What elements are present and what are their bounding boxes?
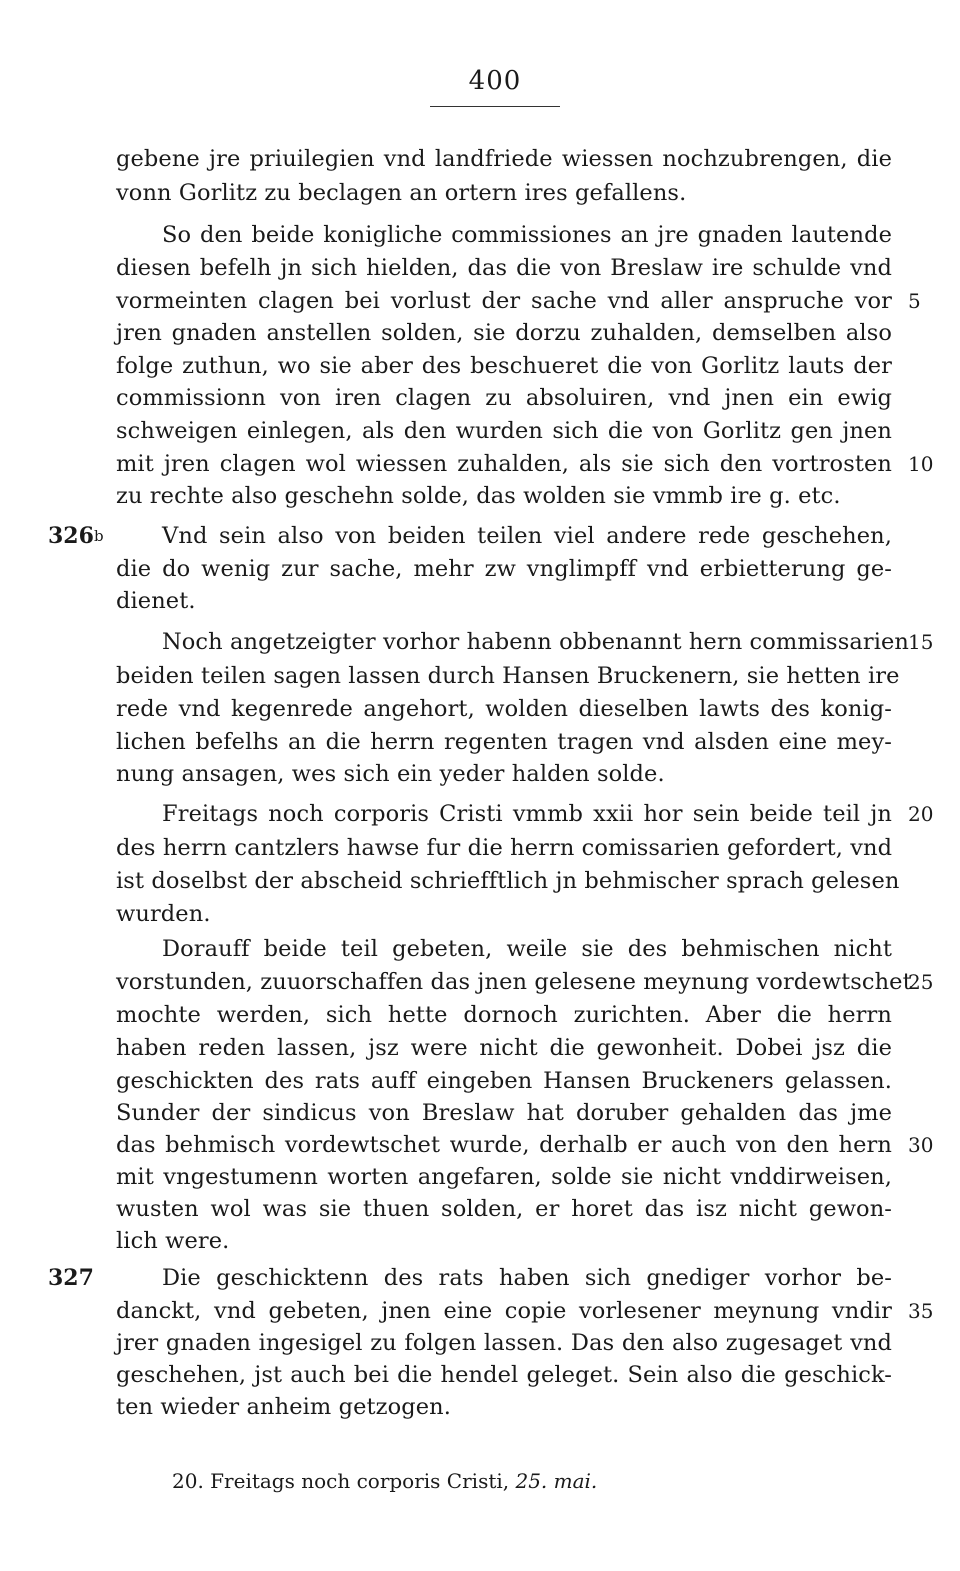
text-line: beiden teilen sagen lassen durch Hansen Bruckenern, sie hetten ire: [116, 663, 900, 689]
text-line: geschickten des rats auff eingeben Hansen Bruckeners gelassen.: [116, 1068, 892, 1094]
margin-folio-number: 326: [48, 523, 94, 549]
text-line: Noch angetzeigter vorhor habenn obbenannt hern commissarien: [162, 629, 910, 655]
text-line: vorstunden, zuuorschaffen das jnen gelesene meynung vordewtschet: [116, 969, 912, 995]
margin-folio-number: 327: [48, 1265, 94, 1291]
line-number: 25: [908, 970, 934, 994]
line-number: 20: [908, 802, 934, 826]
margin-folio-mark: [48, 519, 118, 553]
text-line: ist doselbst der abscheid schriefftlich jn behmischer sprach gelesen: [116, 868, 900, 894]
text-line: lich were.: [116, 1228, 230, 1254]
text-line: folge zuthun, wo sie aber des beschueret die von Gorlitz lauts der: [116, 353, 892, 379]
page-number-rule: [430, 106, 560, 107]
text-line: Dorauff beide teil gebeten, weile sie des behmischen nicht: [162, 936, 892, 962]
text-line: vormeinten clagen bei vorlust der sache vnd aller anspruche vor: [116, 288, 892, 314]
text-line: mit vngestumenn worten angefaren, solde sie nicht vnddirweisen,: [116, 1164, 892, 1190]
text-line: ten wieder anheim getzogen.: [116, 1394, 452, 1420]
line-number: 15: [908, 630, 934, 654]
text-line: gebene jre priuilegien vnd landfriede wiessen nochzubrengen, die: [116, 146, 892, 172]
text-line: Die geschicktenn des rats haben sich gnediger vorhor be-: [162, 1265, 892, 1291]
text-line: dienet.: [116, 588, 196, 614]
line-number: 35: [908, 1299, 934, 1323]
line-number: 30: [908, 1133, 934, 1157]
text-line: rede vnd kegenrede angehort, wolden dieselben lawts des konig-: [116, 696, 892, 722]
text-line: Vnd sein also von beiden teilen viel andere rede geschehen,: [162, 523, 892, 549]
text-line: danckt, vnd gebeten, jnen eine copie vorlesener meynung vndir: [116, 1298, 892, 1324]
text-line: mochte werden, sich hette dornoch zurichten. Aber die herrn: [116, 1002, 892, 1028]
text-line: diesen befelh jn sich hielden, das die von Breslaw ire schulde vnd: [116, 255, 892, 281]
text-line: des herrn cantzlers hawse fur die herrn comissarien gefordert, vnd: [116, 835, 893, 861]
footnote-date: 25. mai.: [515, 1469, 598, 1493]
text-line: So den beide konigliche commissiones an jre gnaden lautende: [162, 222, 892, 248]
text-line: nung ansagen, wes sich ein yeder halden solde.: [116, 761, 665, 787]
text-line: jren gnaden anstellen solden, sie dorzu zuhalden, demselben also: [116, 320, 892, 346]
text-line: das behmisch vordewtschet wurde, derhalb er auch von den hern: [116, 1132, 892, 1158]
line-number: 10: [908, 452, 934, 476]
footnote-text: 20. Freitags noch corporis Cristi,: [172, 1469, 516, 1493]
text-line: vonn Gorlitz zu beclagen an ortern ires gefallens.: [116, 180, 687, 206]
text-line: zu rechte also geschehn solde, das wolden sie vmmb ire g. etc.: [116, 483, 841, 509]
margin-folio-suffix: b: [93, 527, 104, 545]
text-line: jrer gnaden ingesigel zu folgen lassen. Das den also zugesaget vnd: [116, 1330, 892, 1356]
text-line: schweigen einlegen, als den wurden sich die von Gorlitz gen jnen: [116, 418, 892, 444]
text-line: Sunder der sindicus von Breslaw hat doruber gehalden das jme: [116, 1100, 892, 1126]
footnote: [172, 1464, 597, 1498]
margin-folio-mark: [48, 1261, 118, 1295]
text-line: mit jren clagen wol wiessen zuhalden, als sie sich den vortrosten: [116, 451, 892, 477]
text-line: haben reden lassen, jsz were nicht die gewonheit. Dobei jsz die: [116, 1035, 892, 1061]
text-line: commissionn von iren clagen zu absoluiren, vnd jnen ein ewig: [116, 385, 892, 411]
text-line: wurden.: [116, 901, 211, 927]
text-line: lichen befelhs an die herrn regenten tragen vnd alsden eine mey-: [116, 729, 892, 755]
page-number: 400: [468, 66, 522, 96]
line-number: 5: [908, 289, 921, 313]
text-line: die do wenig zur sache, mehr zw vnglimpff vnd erbietterung ge-: [116, 556, 892, 582]
text-line: Freitags noch corporis Cristi vmmb xxii hor sein beide teil jn: [162, 801, 892, 827]
text-line: wusten wol was sie thuen solden, er horet das isz nicht gewon-: [116, 1196, 892, 1222]
text-line: geschehen, jst auch bei die hendel geleget. Sein also die geschick-: [116, 1362, 892, 1388]
